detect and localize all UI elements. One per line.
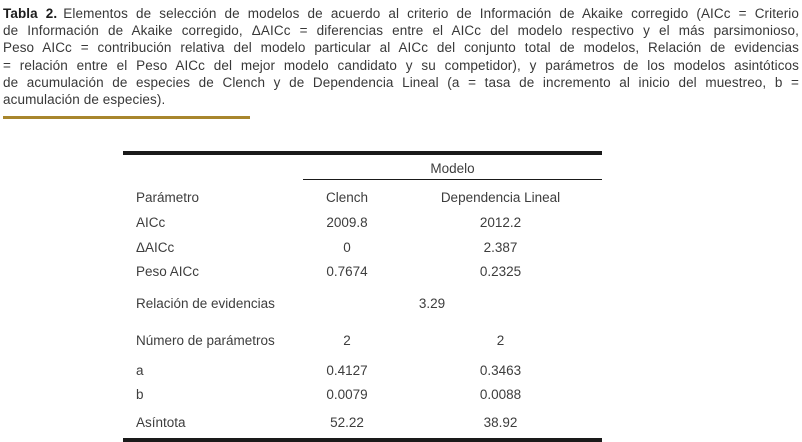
caption-line-1 <box>3 5 799 22</box>
cell-clench: 0 <box>343 240 351 255</box>
group-header-label: Modelo <box>430 161 475 176</box>
table-row-asintota <box>123 405 602 433</box>
column-header-parametro: Parámetro <box>136 190 200 205</box>
gold-annotation-underline <box>3 116 250 119</box>
table-row-aicc <box>123 208 602 233</box>
caption-line-6: acumulación de especies). <box>3 92 166 108</box>
table-caption <box>3 5 799 108</box>
row-label: Asíntota <box>136 415 186 430</box>
row-label: ΔAICc <box>136 240 175 255</box>
cell-dependencia: 0.2325 <box>479 264 522 279</box>
row-label: a <box>136 363 144 378</box>
cell-dependencia: 2 <box>496 333 505 348</box>
cell-dependencia: 2012.2 <box>479 215 522 230</box>
column-header-dependencia: Dependencia Lineal <box>440 190 561 205</box>
group-header-cell <box>303 155 602 180</box>
caption-line-4: = relación entre el Peso AICc del mejor modelo candidato y su competidor), y parámetros de los modelos asintóticos <box>3 57 799 73</box>
cell-clench: 0.4127 <box>326 363 368 378</box>
model-selection-table <box>123 151 602 442</box>
table-row-numero-parametros <box>123 314 602 351</box>
column-header-clench: Clench <box>325 190 369 205</box>
data-table <box>123 180 602 433</box>
cell-dependencia: 38.92 <box>483 415 518 430</box>
table-row-peso-aicc <box>123 258 602 282</box>
row-label: Número de parámetros <box>136 333 275 348</box>
caption-line-2: de Información de Akaike corregido, ΔAICc = diferencias entre el AICc del modelo respectivo y el más parsimonioso, <box>3 23 799 39</box>
table-bottom-rule <box>123 438 602 442</box>
column-header-row <box>123 180 602 208</box>
cell-clench: 52.22 <box>330 415 364 430</box>
table-row-relacion-evidencias <box>123 282 602 314</box>
cell-dependencia: 0.0088 <box>479 387 522 402</box>
group-header-row <box>123 155 602 180</box>
cell-span-value: 3.29 <box>418 296 446 311</box>
cell-clench: 2 <box>343 333 351 348</box>
cell-clench: 0.0079 <box>326 387 368 402</box>
cell-dependencia: 2.387 <box>483 240 518 255</box>
table-row-b <box>123 381 602 405</box>
table-row-a <box>123 351 602 381</box>
table-row-delta-aicc <box>123 233 602 258</box>
cell-clench: 0.7674 <box>326 264 368 279</box>
caption-line-5: de acumulación de especies de Clench y de Dependencia Lineal (a = tasa de incremento al inicio del muestreo, b = <box>3 74 799 90</box>
caption-line-3: Peso AICc = contribución relativa del modelo particular al AICc del conjunto total de modelos, Relación de evidencias <box>3 40 799 56</box>
row-label: Peso AICc <box>136 264 200 279</box>
caption-table-label: Tabla 2. <box>3 6 58 21</box>
caption-line-1-text: Elementos de selección de modelos de acuerdo al criterio de Información de Akaike corregido (AICc = Criterio <box>63 6 799 21</box>
row-label: b <box>136 387 144 402</box>
row-label: AICc <box>136 215 166 230</box>
row-label: Relación de evidencias <box>136 296 275 311</box>
cell-dependencia: 0.3463 <box>479 363 522 378</box>
cell-clench: 2009.8 <box>326 215 368 230</box>
